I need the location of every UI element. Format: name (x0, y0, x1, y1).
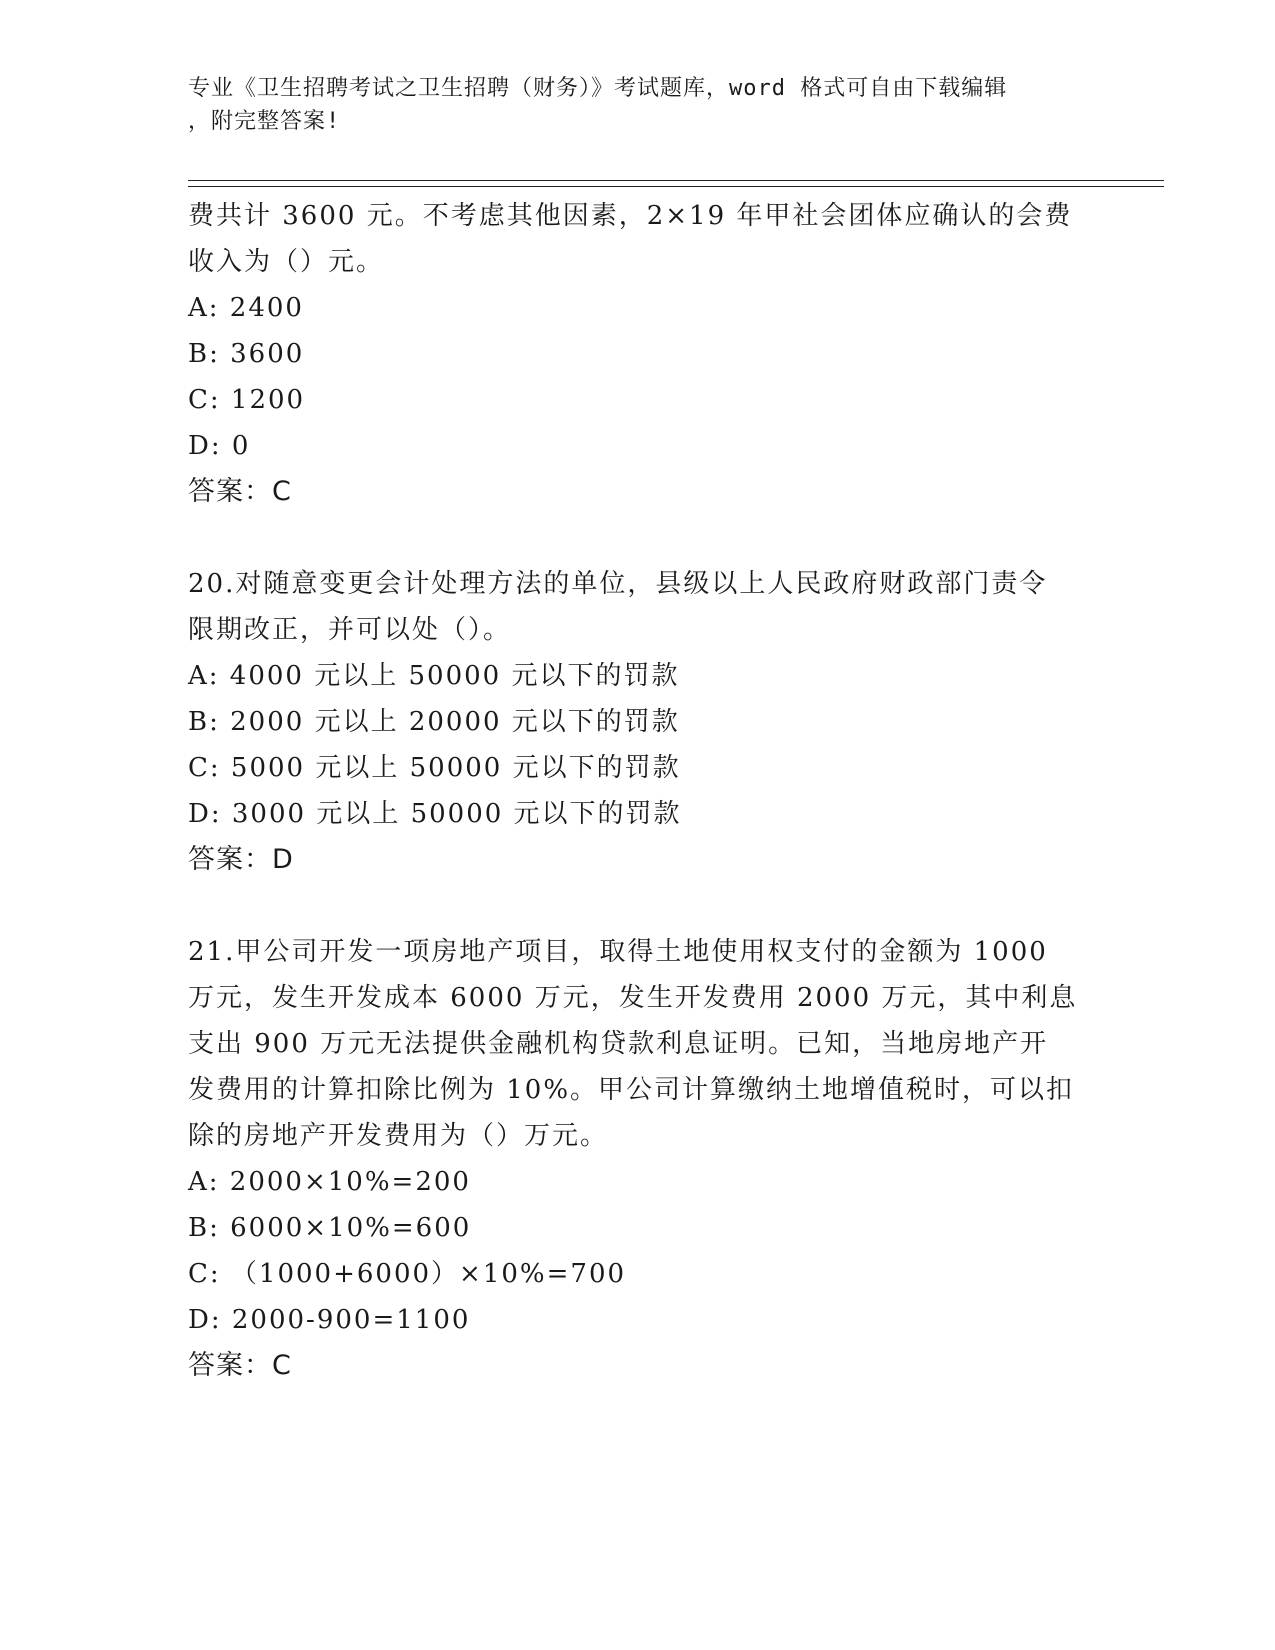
option-c: C: 1200 (188, 385, 306, 415)
question-stem-line: 除的房地产开发费用为（）万元。 (188, 1121, 609, 1151)
option-d: D: 0 (188, 431, 251, 461)
question-stem-line: 支出 900 万元无法提供金融机构贷款利息证明。已知，当地房地产开 (188, 1029, 1049, 1059)
option-c: C: （1000+6000）×10%=700 (188, 1259, 627, 1289)
question-stem-line: 限期改正，并可以处（）。 (188, 615, 512, 645)
header-divider-top (188, 180, 1164, 181)
document-header (188, 72, 1078, 138)
question-stem-line: 发费用的计算扣除比例为 10%。甲公司计算缴纳土地增值税时，可以扣 (188, 1075, 1075, 1105)
header-divider-bottom (188, 186, 1164, 187)
question-stem-line: 21.甲公司开发一项房地产项目，取得土地使用权支付的金额为 1000 (188, 937, 1048, 967)
question-stem-line: 20.对随意变更会计处理方法的单位，县级以上人民政府财政部门责令 (188, 569, 1048, 599)
answer-line: 答案：D (188, 844, 294, 875)
option-a: A: 4000 元以上 50000 元以下的罚款 (188, 661, 680, 691)
question-stem-line: 费共计 3600 元。不考虑其他因素，2×19 年甲社会团体应确认的会费 (188, 201, 1073, 231)
option-a: A: 2400 (188, 293, 304, 323)
question-21 (188, 929, 1088, 1389)
answer-line: 答案：C (188, 1350, 292, 1381)
option-d: D: 2000-900=1100 (188, 1305, 471, 1335)
header-line-1: 专业《卫生招聘考试之卫生招聘（财务）》考试题库，word 格式可自由下载编辑 (188, 76, 1008, 101)
question-stem-line: 万元，发生开发成本 6000 万元，发生开发费用 2000 万元，其中利息 (188, 983, 1078, 1013)
question-20 (188, 561, 1088, 883)
answer-line: 答案：C (188, 476, 292, 507)
question-stem-line: 收入为（）元。 (188, 247, 385, 277)
question-19-continued (188, 193, 1088, 515)
option-b: B: 3600 (188, 339, 305, 369)
option-d: D: 3000 元以上 50000 元以下的罚款 (188, 799, 682, 829)
option-b: B: 6000×10%=600 (188, 1213, 472, 1243)
option-a: A: 2000×10%=200 (188, 1167, 471, 1197)
header-line-2: ，附完整答案! (188, 109, 341, 134)
option-c: C: 5000 元以上 50000 元以下的罚款 (188, 753, 681, 783)
question-list (188, 193, 1088, 1389)
option-b: B: 2000 元以上 20000 元以下的罚款 (188, 707, 680, 737)
